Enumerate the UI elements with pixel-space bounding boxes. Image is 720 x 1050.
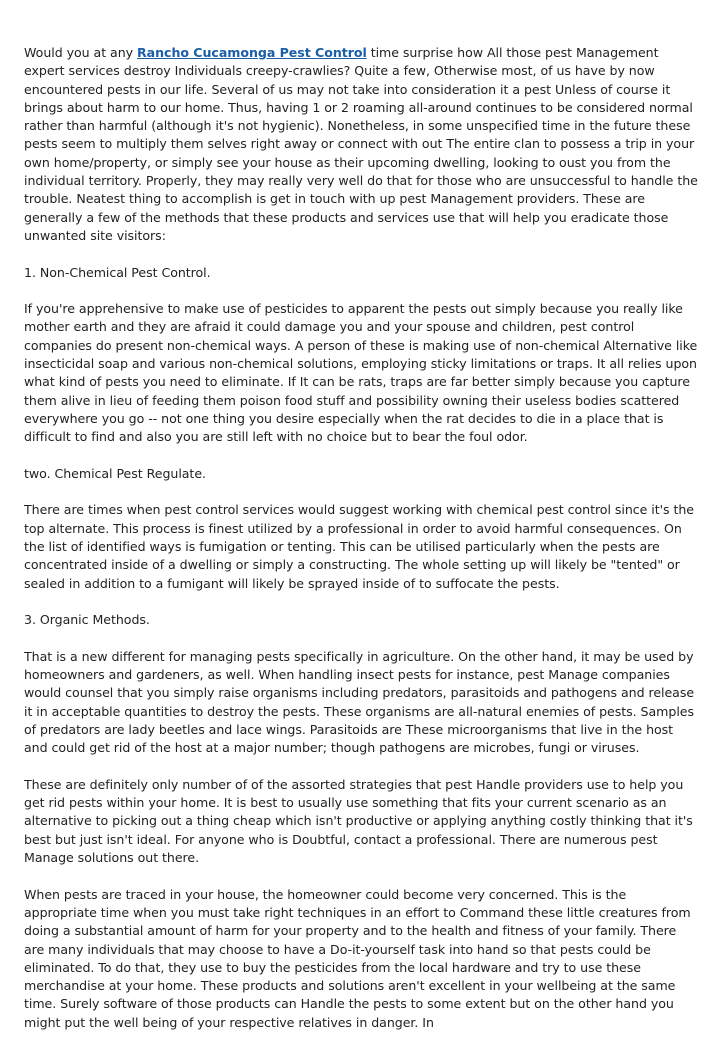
rancho-cucamonga-pest-control-link[interactable]: Rancho Cucamonga Pest Control bbox=[137, 45, 367, 60]
document-page bbox=[24, 44, 700, 1050]
section-body-organic: That is a new different for managing pests specifically in agriculture. On the other hand, it may be used by homeowners and gardeners, as well. When handling insect pests for instance, pest Manage companies would counsel that you simply raise organisms including predators, parasitoids and pathogens and release it in acceptable quantities to destroy the pests. These organisms are all-natural enemies of pests. Samples of predators are lady beetles and lace wings. Parasitoids are These microorganisms that live in the host and could get rid of the host at a major number; though pathogens are microbes, fungi or viruses. bbox=[24, 648, 695, 756]
section-heading-chemical: two. Chemical Pest Regulate. bbox=[24, 465, 206, 481]
section-body-non-chemical: If you're apprehensive to make use of pesticides to apparent the pests out simply because you really like mother earth and they are afraid it could damage you and your spouse and children, pest control companies do present non-chemical ways. A person of these is making use of non-chemical Alternative like insecticidal soap and various non-chemical solutions, employing sticky limitations or traps. It all relies upon what kind of pests you need to eliminate. If It can be rats, traps are far better simply because you capture them alive in lieu of feeding them poison food stuff and possibility owning their useless bodies scattered everywhere you go -- not one thing you desire especially when the rat decides to die in a place that is difficult to find and also you are still left with no choice but to bear the foul odor. bbox=[24, 301, 698, 445]
intro-text-before-link: Would you at any bbox=[24, 45, 138, 60]
closing-paragraph-homeowner: When pests are traced in your house, the homeowner could become very concerned. This is the appropriate time when you must take right techniques in an effort to Command these little creatures from doing a substantial amount of harm for your property and to the health and fitness of your family. There are many individuals that may choose to have a Do-it-yourself task into hand so that pests could be eliminated. To do that, they use to buy the pesticides from the local hardware and try to use these merchandise at your home. These products and solutions aren't excellent in your wellbeing at the same time. Surely software of those products can Handle the pests to some extent but on the other hand you might put the well being of your respective relatives in danger. In bbox=[24, 886, 691, 1030]
intro-paragraph bbox=[24, 44, 700, 245]
closing-paragraph-strategies: These are definitely only number of of the assorted strategies that pest Handle providers use to help you get rid pests within your home. It is best to usually use something that fits your current scenario as an alternative to picking out a thing cheap which isn't productive or applying anything costly thinking that it's best but just isn't ideal. For anyone who is Doubtful, contact a professional. There are numerous pest Manage solutions out there. bbox=[24, 776, 693, 866]
section-heading-non-chemical: 1. Non-Chemical Pest Control. bbox=[24, 264, 211, 280]
section-heading-organic: 3. Organic Methods. bbox=[24, 612, 150, 628]
section-body-chemical: There are times when pest control services would suggest working with chemical pest control since it's the top alternate. This process is finest utilized by a professional in order to avoid harmful consequences. On the list of identified ways is fumigation or tenting. This can be utilised particularly when the pests are concentrated inside of a dwelling or simply a constructing. The whole setting up will likely be "tented" or sealed in addition to a fumigant will likely be sprayed inside of to suffocate the pests. bbox=[24, 502, 695, 591]
intro-text-after-link: time surprise how All those pest Management expert services destroy Individuals creepy-crawlies? Quite a few, Otherwise most, of us have by now encountered pests in our life. Several of us may not take into consideration it a pest Unless of course it brings about harm to our home. Thus, having 1 or 2 roaming all-around continues to be considered normal rather than harmful (although it's not hygienic). Nonetheless, in some unspecified time in the future these pests seem to multiply them selves right away or connect with out The entire clan to possess a trip in your own home/property, or simply see your house as their upcoming dwelling, looking to oust you from the individual territory. Properly, they may really very well do that for those who are unsuccessful to handle the trouble. Neatest thing to accomplish is get in touch with up pest Management providers. These are generally a few of the methods that these products and services use that will help you eradicate those unwanted site visitors: bbox=[24, 45, 698, 243]
